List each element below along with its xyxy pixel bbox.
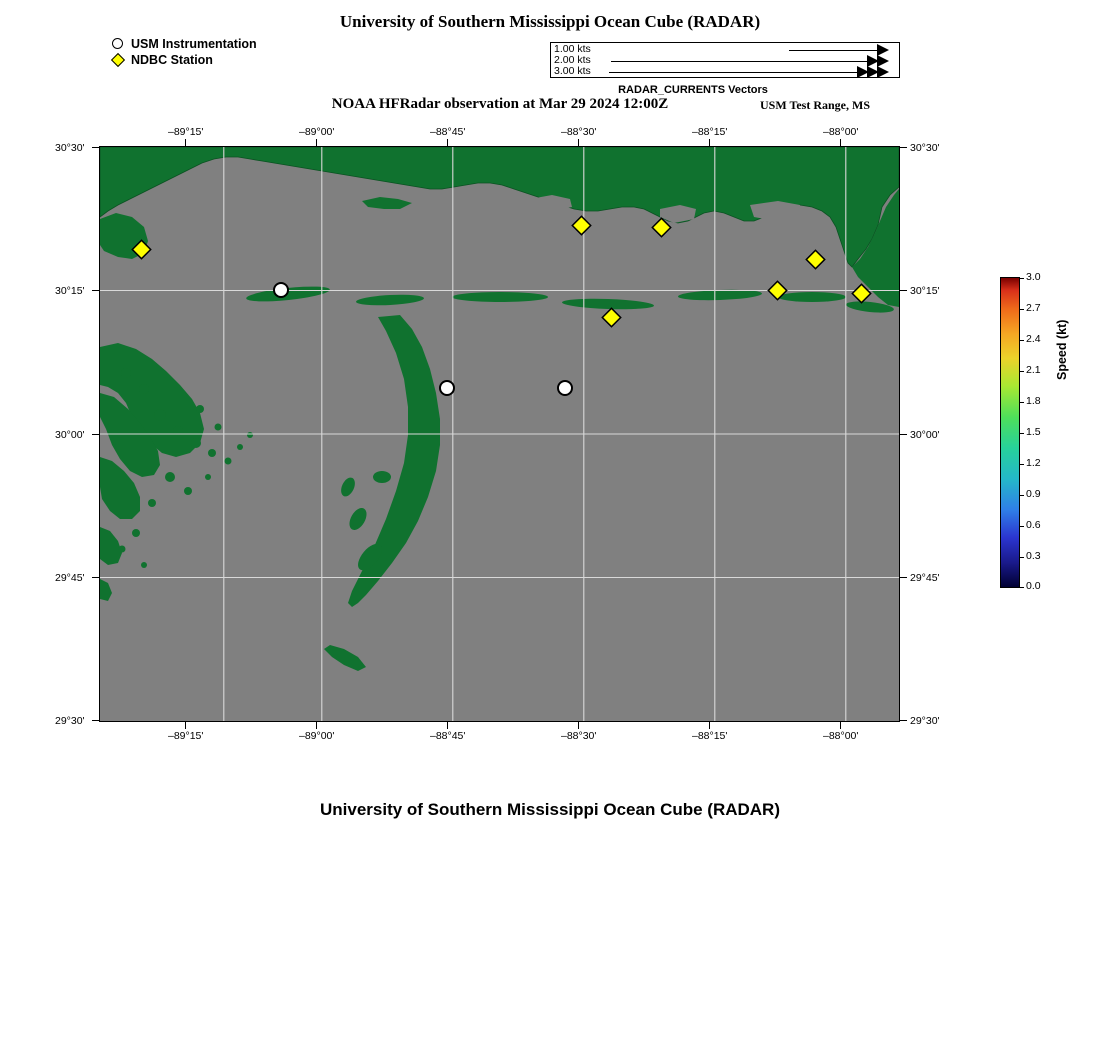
colorbar-tick-9 xyxy=(1020,557,1024,558)
y-tick-left-2 xyxy=(92,290,99,291)
vector-shaft-2 xyxy=(611,61,879,62)
x-axis-label-bottom-2: –89°00' xyxy=(299,730,335,742)
barrier-island-6 xyxy=(778,292,846,302)
legend-label-usm: USM Instrumentation xyxy=(131,37,257,51)
colorbar-label-9: 0.3 xyxy=(1026,550,1041,562)
land-chandeleur-frag-4 xyxy=(373,471,391,483)
barrier-island-3 xyxy=(452,292,548,302)
speed-colorbar xyxy=(1000,277,1020,588)
y-tick-left-5 xyxy=(92,720,99,721)
x-tick-bottom-3 xyxy=(447,722,448,729)
x-tick-top-3 xyxy=(447,139,448,146)
y-axis-label-right-2: 30°15' xyxy=(910,285,940,297)
colorbar-tick-4 xyxy=(1020,402,1024,403)
colorbar-label-7: 0.9 xyxy=(1026,488,1041,500)
x-tick-top-4 xyxy=(578,139,579,146)
x-tick-top-1 xyxy=(185,139,186,146)
x-axis-label-top-2: –89°00' xyxy=(299,126,335,138)
x-axis-label-top-3: –88°45' xyxy=(430,126,466,138)
x-tick-bottom-4 xyxy=(578,722,579,729)
colorbar-tick-2 xyxy=(1020,340,1024,341)
x-axis-label-top-4: –88°30' xyxy=(561,126,597,138)
x-axis-label-top-6: –88°00' xyxy=(823,126,859,138)
colorbar-tick-10 xyxy=(1020,587,1024,588)
colorbar-tick-7 xyxy=(1020,495,1024,496)
y-tick-left-1 xyxy=(92,147,99,148)
y-tick-right-4 xyxy=(900,577,907,578)
vector-key-label-1: 1.00 kts xyxy=(554,43,591,55)
usm-station-marker xyxy=(440,381,454,395)
test-range-label: USM Test Range, MS xyxy=(760,98,871,112)
vector-arrowhead-3c xyxy=(857,66,869,78)
diamond-marker-icon xyxy=(110,52,130,68)
x-tick-bottom-2 xyxy=(316,722,317,729)
y-tick-right-3 xyxy=(900,434,907,435)
usm-station-marker xyxy=(558,381,572,395)
x-axis-label-bottom-5: –88°15' xyxy=(692,730,728,742)
colorbar-label-4: 1.8 xyxy=(1026,395,1041,407)
legend-item-ndbc xyxy=(110,52,257,68)
colorbar-label-8: 0.6 xyxy=(1026,519,1041,531)
x-axis-label-bottom-4: –88°30' xyxy=(561,730,597,742)
colorbar-label-1: 2.7 xyxy=(1026,302,1041,314)
vector-key-label-3: 3.00 kts xyxy=(554,65,591,77)
vector-shaft-1 xyxy=(789,50,879,51)
usm-station-marker xyxy=(274,283,288,297)
vector-key-row-3 xyxy=(551,66,901,78)
y-axis-label-left-3: 30°00' xyxy=(55,429,85,441)
x-axis-label-top-5: –88°15' xyxy=(692,126,728,138)
map-legend xyxy=(110,36,257,68)
y-tick-right-2 xyxy=(900,290,907,291)
x-axis-label-bottom-1: –89°15' xyxy=(168,730,204,742)
vector-shaft-3 xyxy=(609,72,879,73)
colorbar-label-0: 3.0 xyxy=(1026,271,1041,283)
circle-marker-icon xyxy=(110,36,130,52)
colorbar-label-3: 2.1 xyxy=(1026,364,1041,376)
x-tick-bottom-5 xyxy=(709,722,710,729)
observation-title: NOAA HFRadar observation at Mar 29 2024 12:00Z xyxy=(331,96,669,112)
map-canvas[interactable] xyxy=(99,146,900,722)
y-axis-label-left-2: 30°15' xyxy=(55,285,85,297)
x-axis-label-bottom-3: –88°45' xyxy=(430,730,466,742)
colorbar-title: Speed (kt) xyxy=(1055,319,1069,380)
vector-key-caption: RADAR_CURRENTS Vectors xyxy=(618,84,768,96)
x-tick-bottom-6 xyxy=(840,722,841,729)
colorbar-tick-3 xyxy=(1020,371,1024,372)
colorbar-label-10: 0.0 xyxy=(1026,580,1041,592)
y-axis-label-right-3: 30°00' xyxy=(910,429,940,441)
colorbar-label-6: 1.2 xyxy=(1026,457,1041,469)
colorbar-tick-5 xyxy=(1020,433,1024,434)
x-axis-label-bottom-6: –88°00' xyxy=(823,730,859,742)
y-axis-label-left-1: 30°30' xyxy=(55,142,85,154)
y-tick-left-4 xyxy=(92,577,99,578)
x-tick-bottom-1 xyxy=(185,722,186,729)
y-axis-label-right-4: 29°45' xyxy=(910,572,940,584)
y-tick-left-3 xyxy=(92,434,99,435)
y-axis-label-right-1: 30°30' xyxy=(910,142,940,154)
y-axis-label-left-4: 29°45' xyxy=(55,572,85,584)
footer-title: University of Southern Mississippi Ocean Cube (RADAR) xyxy=(319,800,780,819)
page-title: University of Southern Mississippi Ocean Cube (RADAR) xyxy=(339,12,761,31)
y-tick-right-1 xyxy=(900,147,907,148)
colorbar-tick-8 xyxy=(1020,526,1024,527)
colorbar-tick-6 xyxy=(1020,464,1024,465)
colorbar-label-2: 2.4 xyxy=(1026,333,1041,345)
legend-item-usm xyxy=(110,36,257,52)
colorbar-label-5: 1.5 xyxy=(1026,426,1041,438)
x-axis-label-top-1: –89°15' xyxy=(168,126,204,138)
vector-key-label-2: 2.00 kts xyxy=(554,54,591,66)
legend-label-ndbc: NDBC Station xyxy=(131,53,213,67)
colorbar-tick-1 xyxy=(1020,309,1024,310)
x-tick-top-5 xyxy=(709,139,710,146)
y-axis-label-left-5: 29°30' xyxy=(55,715,85,727)
colorbar-tick-0 xyxy=(1020,278,1024,279)
x-tick-top-2 xyxy=(316,139,317,146)
y-axis-label-right-5: 29°30' xyxy=(910,715,940,727)
x-tick-top-6 xyxy=(840,139,841,146)
vector-scale-key xyxy=(550,42,900,78)
y-tick-right-5 xyxy=(900,720,907,721)
